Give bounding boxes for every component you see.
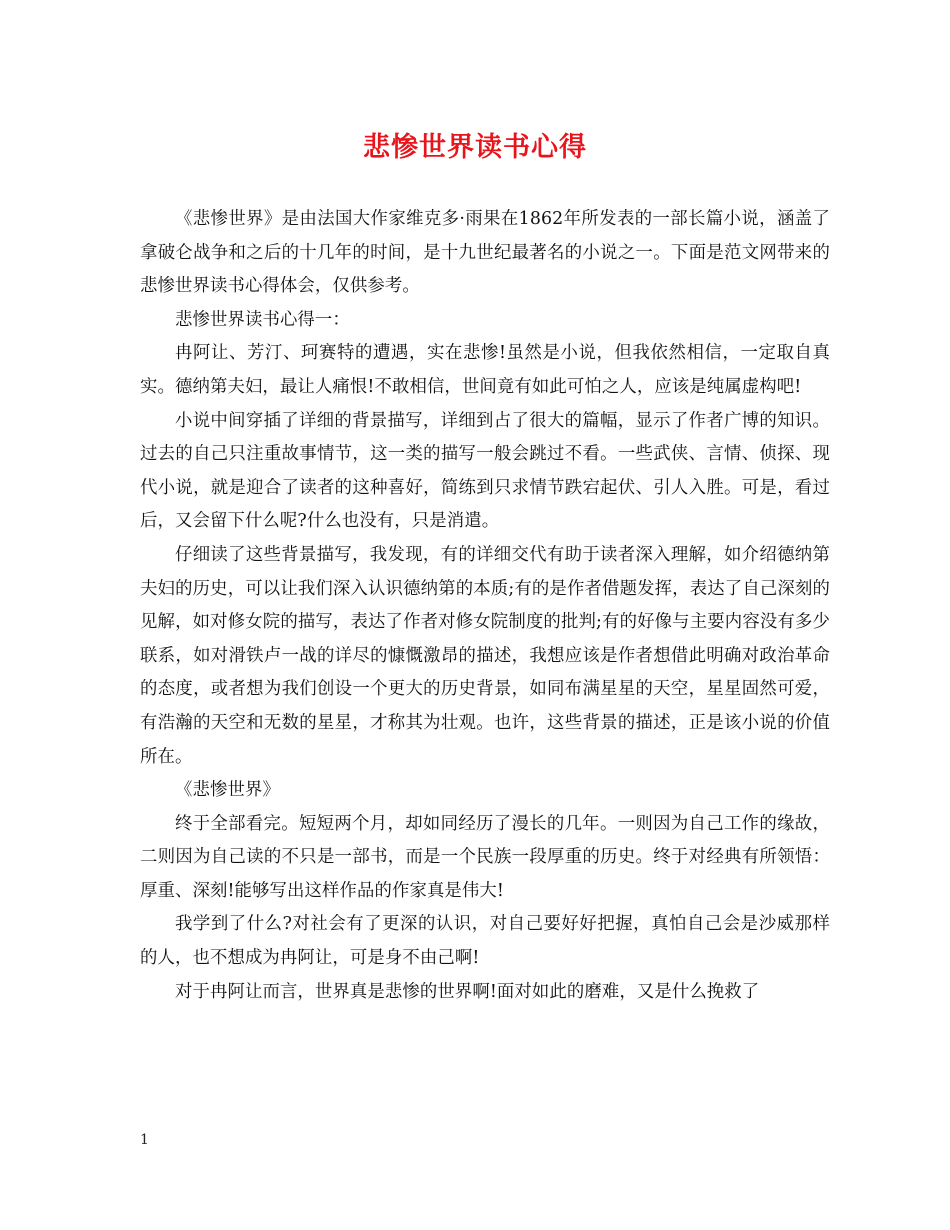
paragraph-intro: 《悲惨世界》是由法国大作家维克多·雨果在1862年所发表的一部长篇小说，涵盖了拿破仑战争和之后的十几年的时间，是十九世纪最著名的小说之一。下面是范文网带来的悲惨世界读书心得体会，仅供参考。: [140, 209, 830, 297]
paragraph: 小说中间穿插了详细的背景描写，详细到占了很大的篇幅，显示了作者广博的知识。过去的自己只注重故事情节，这一类的描写一般会跳过不看。一些武侠、言情、侦探、现代小说，就是迎合了读者的这种喜好，简练到只求情节跌宕起伏、引人入胜。可是，看过后，又会留下什么呢?什么也没有，只是消遣。: [140, 410, 830, 532]
paragraph: 我学到了什么?对社会有了更深的认识，对自己要好好把握，真怕自己会是沙威那样的人，也不想成为冉阿让，可是身不由己啊!: [140, 914, 830, 969]
section-heading-book: 《悲惨世界》: [175, 780, 280, 801]
section-heading-one: 悲惨世界读书心得一：: [175, 309, 350, 330]
page-number: 1: [140, 1132, 149, 1148]
document-title: 悲惨世界读书心得: [363, 132, 587, 163]
paragraph: 仔细读了这些背景描写，我发现，有的详细交代有助于读者深入理解，如介绍德纳第夫妇的历史，可以让我们深入认识德纳第的本质;有的是作者借题发挥，表达了自己深刻的见解，如对修女院的描写，表达了作者对修女院制度的批判;有的好像与主要内容没有多少联系，如对滑铁卢一战的详尽的慷慨激昂的描述，我想应该是作者想借此明确对政治革命的态度，或者想为我们创设一个更大的历史背景，如同布满星星的天空，星星固然可爱，有浩瀚的天空和无数的星星，才称其为壮观。也许，这些背景的描述，正是该小说的价值所在。: [140, 544, 830, 767]
paragraph: 对于冉阿让而言，世界真是悲惨的世界啊!面对如此的磨难，又是什么挽救了: [175, 981, 760, 1002]
paragraph: 终于全部看完。短短两个月，却如同经历了漫长的几年。一则因为自己工作的缘故，二则因为自己读的不只是一部书，而是一个民族一段厚重的历史。终于对经典有所领悟：厚重、深刻!能够写出这样作品的作家真是伟大!: [140, 813, 830, 901]
document-body: [140, 203, 830, 1009]
paragraph: 冉阿让、芳汀、珂赛特的遭遇，实在悲惨!虽然是小说，但我依然相信，一定取自真实。德纳第夫妇，最让人痛恨!不敢相信，世间竟有如此可怕之人，应该是纯属虚构吧!: [140, 343, 830, 397]
